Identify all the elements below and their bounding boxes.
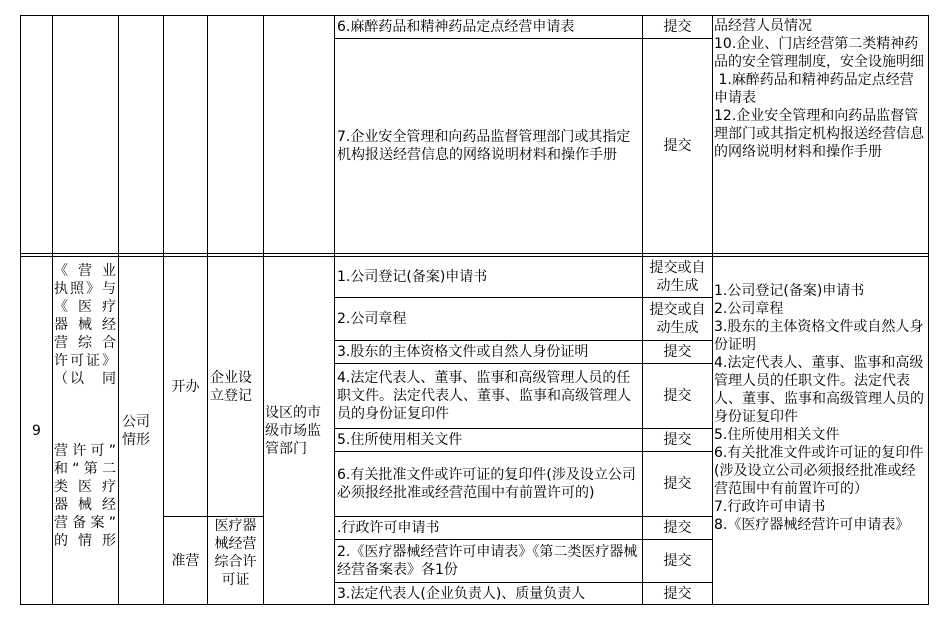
material-cell: 3.法定代表人(企业负责人)、质量负责人 bbox=[337, 585, 586, 602]
material-cell: 7.企业安全管理和向药品监督管理部门或其指定机构报送经营信息的网络说明材料和操作手册 bbox=[337, 129, 631, 163]
method-cell: 提交 bbox=[663, 553, 692, 569]
required-materials-text: 品经营人员情况 10.企业、门店经营第二类精神药品的安全管理制度，安全设施明细 1.麻醉药品和精神药品定点经营申请表 12.企业安全管理和向药品监督管理部门或其指定机构报送经营信息的网络说明材料和操作手册 bbox=[714, 18, 924, 160]
situation-line: 的情形 bbox=[54, 533, 116, 549]
situation-line: 许可证》 bbox=[54, 353, 116, 369]
material-cell: 2.《医疗器械经营许可申请表》《第二类医疗器械经营备案表》各1份 bbox=[337, 544, 638, 578]
material-cell: 2.公司章程 bbox=[337, 311, 407, 327]
method-cell: 提交 bbox=[663, 388, 692, 404]
required-materials-text: 1.公司登记(备案)申请书 2.公司章程 3.股东的主体资格文件或自然人身份证明 4.法定代表人、董事、监事和高级管理人员的任职文件。法定代表人、董事、监事和高级管理人员的身份证复印件 5.住所使用相关文件 6.有关批准文件或许可证的复印件(涉及设立公司必须报经批准或经营范围中有前置许可的） 7.行政许可申请书 8.《医疗器械经营许可申请表》 bbox=[714, 283, 924, 533]
phase-zhunying: 准营 bbox=[171, 552, 200, 569]
situation-line bbox=[54, 388, 116, 442]
method-cell: 提交 bbox=[663, 585, 692, 602]
situation-line: 器械经 bbox=[54, 497, 116, 513]
material-cell: .行政许可申请书 bbox=[337, 520, 440, 536]
material-cell: 3.股东的主体资格文件或自然人身份证明 bbox=[337, 344, 589, 360]
situation-line: （以 同 bbox=[54, 371, 116, 387]
item-enterprise-registration: 企业设 立登记 bbox=[210, 369, 252, 404]
situation-line: 《营业 bbox=[54, 263, 116, 279]
method-cell: 提交 bbox=[663, 520, 692, 536]
method-cell: 提交或自动生成 bbox=[649, 302, 706, 336]
situation-line: 执照》与 bbox=[54, 281, 116, 297]
situation-line: 营备案” bbox=[54, 515, 116, 531]
situation-line: 类医疗 bbox=[54, 479, 116, 495]
material-cell: 6.麻醉药品和精神药品定点经营申请表 bbox=[337, 19, 575, 35]
material-cell: 5.住所使用相关文件 bbox=[337, 432, 463, 448]
method-cell: 提交或自动生成 bbox=[649, 260, 706, 294]
method-cell: 提交 bbox=[663, 19, 692, 35]
method-cell: 提交 bbox=[663, 432, 692, 448]
phase-kaiban: 开办 bbox=[171, 378, 200, 395]
method-cell: 提交 bbox=[663, 138, 692, 154]
situation-line: 营许可” bbox=[54, 443, 116, 459]
method-cell: 提交 bbox=[663, 476, 692, 492]
material-cell: 4.法定代表人、董事、监事和高级管理人员的任职文件。法定代表人、董事、监事和高级管理人员的身份证复印件 bbox=[337, 370, 631, 422]
situation-line: 营综合 bbox=[54, 335, 116, 351]
situation-line: 和“第二 bbox=[54, 461, 116, 477]
department-cell: 设区的市 级市场监 管部门 bbox=[265, 404, 321, 457]
situation-line: 器械经 bbox=[54, 317, 116, 333]
item-medical-device-license: 医疗器 械经营 综合许 可证 bbox=[214, 518, 257, 588]
row-number: 9 bbox=[32, 422, 41, 439]
material-cell: 1.公司登记(备案)申请书 bbox=[337, 269, 488, 285]
material-cell: 6.有关批准文件或许可证的复印件(涉及设立公司必须报经批准或经营范围中有前置许可的) bbox=[337, 467, 636, 501]
situation-line: 《医疗 bbox=[54, 299, 116, 315]
company-type-cell: 公司 情形 bbox=[122, 413, 150, 448]
method-cell: 提交 bbox=[663, 344, 692, 360]
situation-cell bbox=[54, 262, 116, 550]
